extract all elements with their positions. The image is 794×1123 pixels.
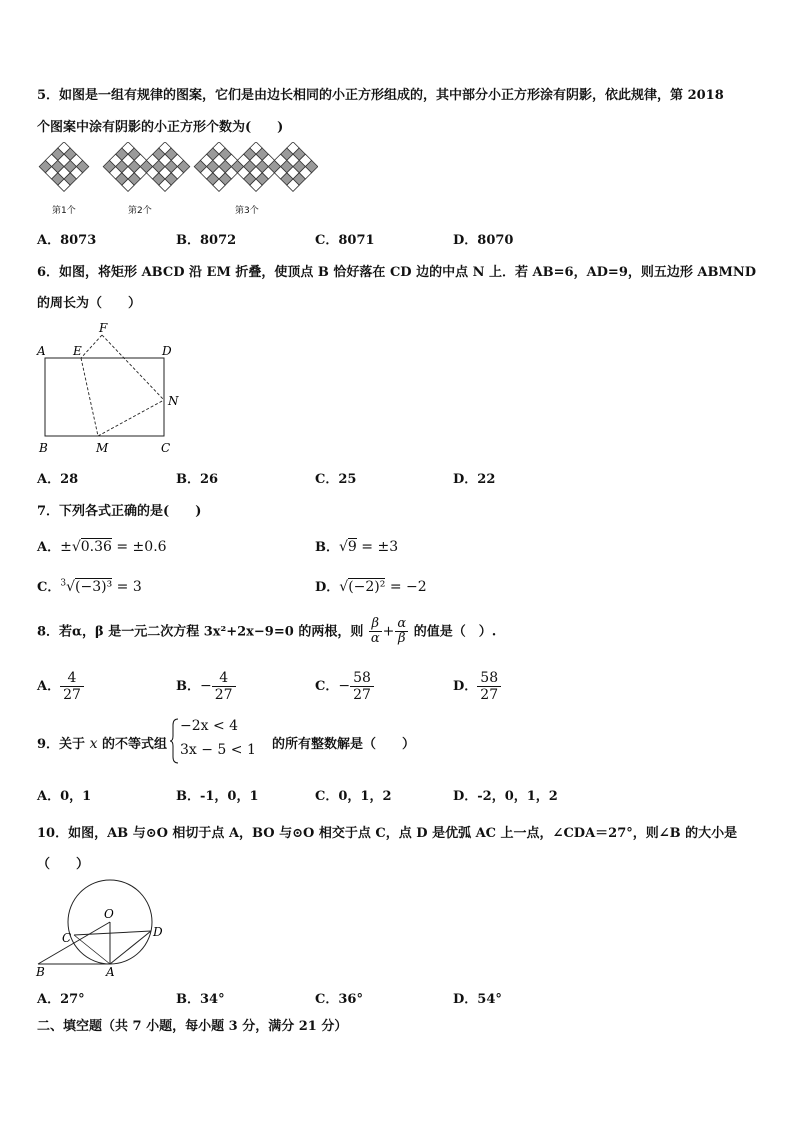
q8-d-fraction: $\frac{58}{27}$ xyxy=(477,670,501,703)
q8-stem-pre: 8．若α，β 是一元二次方程 3x²+2x−9=0 的两根，则 xyxy=(37,624,364,640)
label-D: D xyxy=(153,925,163,939)
q7-option-a[interactable]: A．±√0.36 = ±0.6 xyxy=(37,539,167,555)
label-A: A xyxy=(106,965,115,979)
q10-option-b[interactable]: B．34° xyxy=(176,992,225,1007)
q5-option-a[interactable]: A．8073 xyxy=(37,233,97,248)
label-C: C xyxy=(62,931,72,945)
q7-b-radicand: 9 xyxy=(347,539,357,555)
q8-c-letter: C． xyxy=(315,679,339,695)
q9-stem-left xyxy=(37,733,167,752)
q9-inequality-1: −2x < 4 xyxy=(180,718,239,734)
label-A: A xyxy=(37,344,46,358)
q7-d-letter: D． xyxy=(315,580,340,595)
q10-stem-line2: （ ） xyxy=(37,857,90,872)
q6-stem-line1: 6．如图，将矩形 ABCD 沿 EM 折叠，使顶点 B 恰好落在 CD 边的中点 N 上．若 AB=6，AD=9，则五边形 ABMND xyxy=(37,265,757,280)
q10-option-d[interactable]: D．54° xyxy=(453,992,502,1007)
q5-caption-3: 第3个 xyxy=(235,206,259,216)
q9-option-b[interactable]: B．-1，0，1 xyxy=(176,789,259,804)
q8-c-fraction: $\frac{58}{27}$ xyxy=(350,670,374,703)
q7-d-post: = −2 xyxy=(385,579,427,595)
q7-a-post: = ±0.6 xyxy=(111,539,167,555)
label-O: O xyxy=(104,907,114,921)
q8-b-sign: − xyxy=(200,678,212,695)
q8-stem xyxy=(37,617,496,647)
q7-option-b[interactable]: B．√9 = ±3 xyxy=(315,539,399,555)
q6-option-d[interactable]: D．22 xyxy=(453,472,496,487)
q8-fraction-beta-alpha: $\frac{\beta}{\alpha}$ xyxy=(370,616,380,647)
q9-option-d[interactable]: D．-2，0，1，2 xyxy=(453,789,558,804)
label-D: D xyxy=(162,344,172,358)
q7-c-letter: C． xyxy=(37,580,61,595)
q5-caption-1: 第1个 xyxy=(52,206,76,216)
section-heading-fill-in: 二、填空题（共 7 小题，每小题 3 分，满分 21 分） xyxy=(37,1019,348,1034)
q5-stem-line1: 5．如图是一组有规律的图案，它们是由边长相同的小正方形组成的，其中部分小正方形涂有阴影，依此规律，第 2018 xyxy=(37,88,724,103)
q5-option-d[interactable]: D．8070 xyxy=(453,233,514,248)
q7-a-pre: ± xyxy=(60,539,72,555)
q8-fraction-alpha-beta: $\frac{\alpha}{\beta}$ xyxy=(397,616,407,647)
q7-a-radicand: 0.36 xyxy=(80,539,112,555)
q6-stem-line2: 的周长为（ ） xyxy=(37,296,142,311)
q7-d-radicand: (−2)² xyxy=(348,579,386,595)
q9-inequality-system xyxy=(170,717,270,765)
q5-pattern-figure xyxy=(38,142,318,204)
q9-variable: x xyxy=(89,736,98,752)
q9-stem-post: 的所有整数解是（ ） xyxy=(272,737,416,752)
q6-option-b[interactable]: B．26 xyxy=(176,472,219,487)
q7-c-radicand: (−3)³ xyxy=(75,579,113,595)
q8-stem-post: 的值是（ ）. xyxy=(413,624,497,640)
q8-b-fraction: $\frac{4}{27}$ xyxy=(212,670,236,703)
q7-stem: 7．下列各式正确的是( ) xyxy=(37,504,202,519)
q6-option-a[interactable]: A．28 xyxy=(37,472,79,487)
label-N: N xyxy=(168,394,179,408)
q9-stem-mid: 的不等式组 xyxy=(102,737,168,752)
q7-a-letter: A． xyxy=(37,540,61,555)
q9-inequality-2: 3x − 5 < 1 xyxy=(180,742,256,758)
q6-fold-figure xyxy=(30,318,190,458)
q8-b-letter: B． xyxy=(176,679,200,695)
label-B: B xyxy=(39,441,48,455)
q10-circle-figure xyxy=(30,874,180,980)
q7-b-post: = ±3 xyxy=(356,539,399,555)
q7-c-post: = 3 xyxy=(112,579,142,595)
q8-a-letter: A． xyxy=(37,679,61,695)
q8-plus: + xyxy=(382,623,395,640)
q10-option-c[interactable]: C．36° xyxy=(315,992,363,1007)
q7-b-letter: B． xyxy=(315,540,339,555)
q8-c-sign: − xyxy=(338,678,351,695)
label-F: F xyxy=(99,321,108,335)
q9-option-c[interactable]: C．0，1，2 xyxy=(315,789,392,804)
q5-stem-line2: 个图案中涂有阴影的小正方形个数为( ) xyxy=(37,120,284,135)
q10-stem-line1: 10．如图，AB 与⊙O 相切于点 A，BO 与⊙O 相交于点 C，点 D 是优弧 AC 上一点，∠CDA＝27°，则∠B 的大小是 xyxy=(37,826,738,841)
q5-caption-2: 第2个 xyxy=(128,206,152,216)
label-B: B xyxy=(36,965,45,979)
q10-option-a[interactable]: A．27° xyxy=(37,992,85,1007)
label-C: C xyxy=(161,441,171,455)
q8-a-fraction: $\frac{4}{27}$ xyxy=(60,670,84,703)
q5-option-c[interactable]: C．8071 xyxy=(315,233,375,248)
q6-option-c[interactable]: C．25 xyxy=(315,472,357,487)
q7-c-index: 3 xyxy=(60,578,67,589)
q5-option-b[interactable]: B．8072 xyxy=(176,233,237,248)
q9-option-a[interactable]: A．0，1 xyxy=(37,789,92,804)
q8-d-letter: D． xyxy=(453,679,478,695)
q8-option-b[interactable] xyxy=(176,670,236,703)
q7-option-c[interactable]: C．$^3$√(−3)³ = 3 xyxy=(37,578,142,595)
q8-option-a[interactable] xyxy=(37,670,84,703)
label-M: M xyxy=(96,441,109,455)
q8-option-c[interactable] xyxy=(315,670,374,703)
q9-stem-pre: 9．关于 xyxy=(37,737,86,752)
label-E: E xyxy=(73,344,82,358)
q8-option-d[interactable] xyxy=(453,670,501,703)
q7-option-d[interactable]: D．√(−2)² = −2 xyxy=(315,579,427,595)
